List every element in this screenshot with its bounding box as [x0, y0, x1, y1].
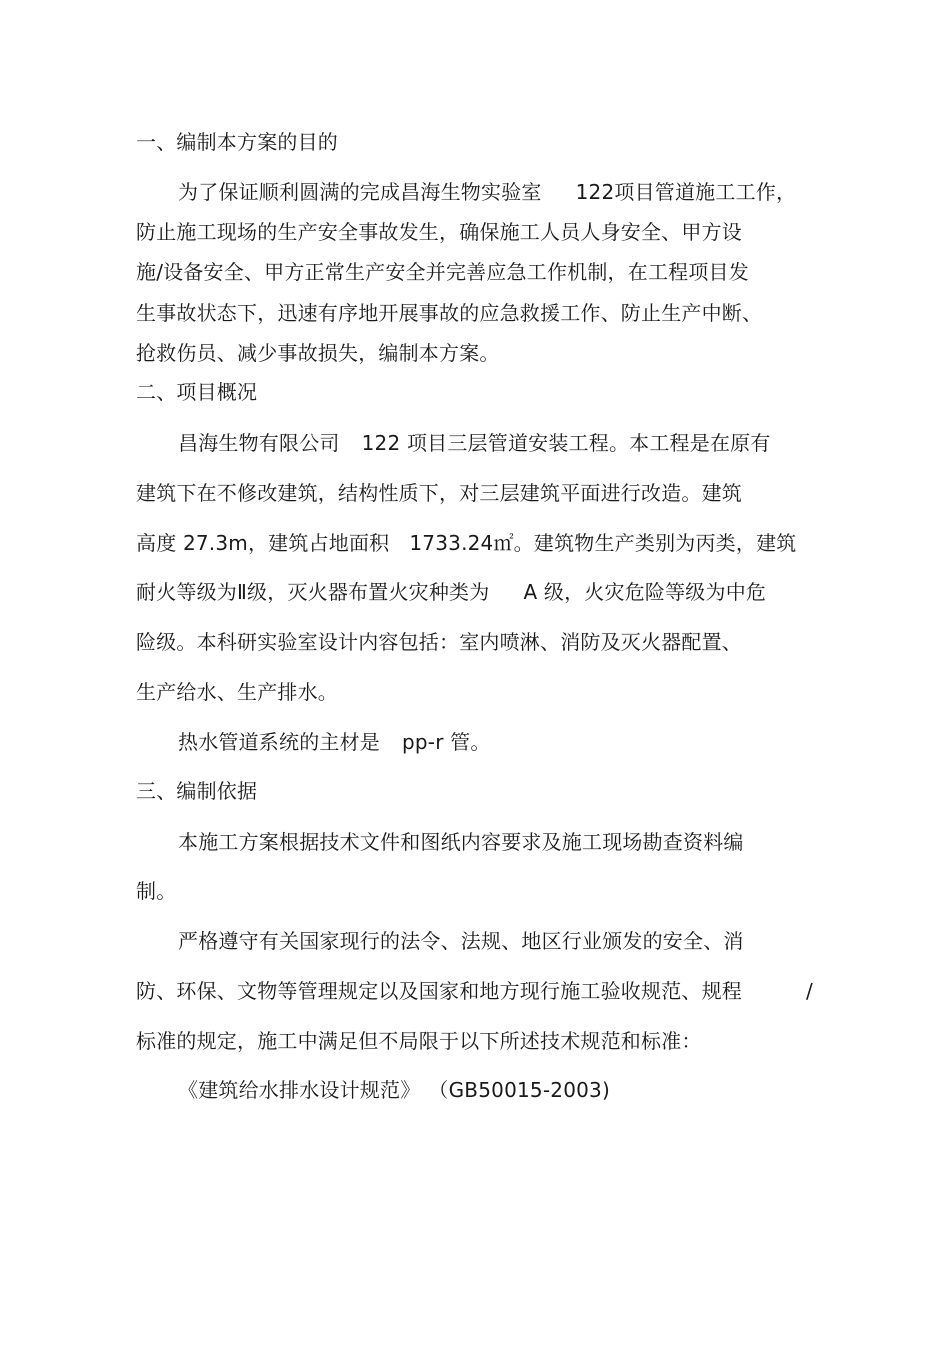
section3-line-2: 制。	[136, 879, 177, 903]
section3-heading: 三、编制依据	[136, 779, 258, 803]
standard-title: 《建筑给水排水设计规范》	[178, 1078, 421, 1102]
section3-line-4: 防、环保、文物等管理规定以及国家和地方现行施工验收规范、规程	[136, 979, 742, 1003]
section3-line-6	[178, 1076, 610, 1104]
section3-line-3: 严格遵守有关国家现行的法令、法规、地区行业颁发的安全、消	[178, 929, 744, 953]
section1-line-1a: 为了保证顺利圆满的完成昌海生物实验室	[178, 180, 542, 204]
standard-code: （GB50015-2003)	[438, 1078, 610, 1102]
section2-line-3b: 1733.24㎡。建筑物生产类别为丙类，建筑	[409, 531, 797, 555]
section2-line-7	[178, 728, 491, 756]
section1-line-2: 防止施工现场的生产安全事故发生，确保施工人员人身安全、甲方设	[136, 220, 742, 244]
section1-line-4: 生事故状态下，迅速有序地开展事故的应急救援工作、防止生产中断、	[136, 301, 763, 325]
section2-line-6: 生产给水、生产排水。	[136, 680, 338, 704]
section2-line-3	[136, 529, 796, 557]
section2-line-4	[136, 578, 766, 606]
section2-line-7a: 热水管道系统的主材是	[178, 730, 380, 754]
section1-line-3: 施/设备安全、甲方正常生产安全并完善应急工作机制，在工程项目发	[136, 260, 749, 284]
section3-line-4-slash: /	[806, 979, 813, 1003]
section1-line-5: 抢救伤员、减少事故损失，编制本方案。	[136, 341, 500, 365]
section2-line-1	[178, 429, 771, 457]
section2-line-1b: 122 项目三层管道安装工程。本工程是在原有	[361, 431, 771, 455]
section2-line-3a: 高度 27.3m，建筑占地面积	[136, 531, 390, 555]
section1-heading: 一、编制本方案的目的	[136, 130, 338, 154]
section1-line-1b: 122项目管道施工工作，	[575, 180, 797, 204]
section3-line-5: 标准的规定，施工中满足但不局限于以下所述技术规范和标准：	[136, 1029, 702, 1053]
section2-line-4a: 耐火等级为Ⅱ级，灭火器布置火灾种类为	[136, 580, 490, 604]
section1-line-1	[178, 178, 796, 206]
section2-line-7b: pp-r 管。	[402, 730, 491, 754]
section2-line-5: 险级。本科研实验室设计内容包括：室内喷淋、消防及灭火器配置、	[136, 630, 742, 654]
section3-line-1: 本施工方案根据技术文件和图纸内容要求及施工现场勘查资料编	[178, 830, 744, 854]
section2-heading: 二、项目概况	[136, 380, 258, 404]
section2-line-1a: 昌海生物有限公司	[178, 431, 340, 455]
section2-line-2: 建筑下在不修改建筑，结构性质下，对三层建筑平面进行改造。建筑	[136, 481, 742, 505]
section2-line-4b: A 级，火灾危险等级为中危	[523, 580, 767, 604]
